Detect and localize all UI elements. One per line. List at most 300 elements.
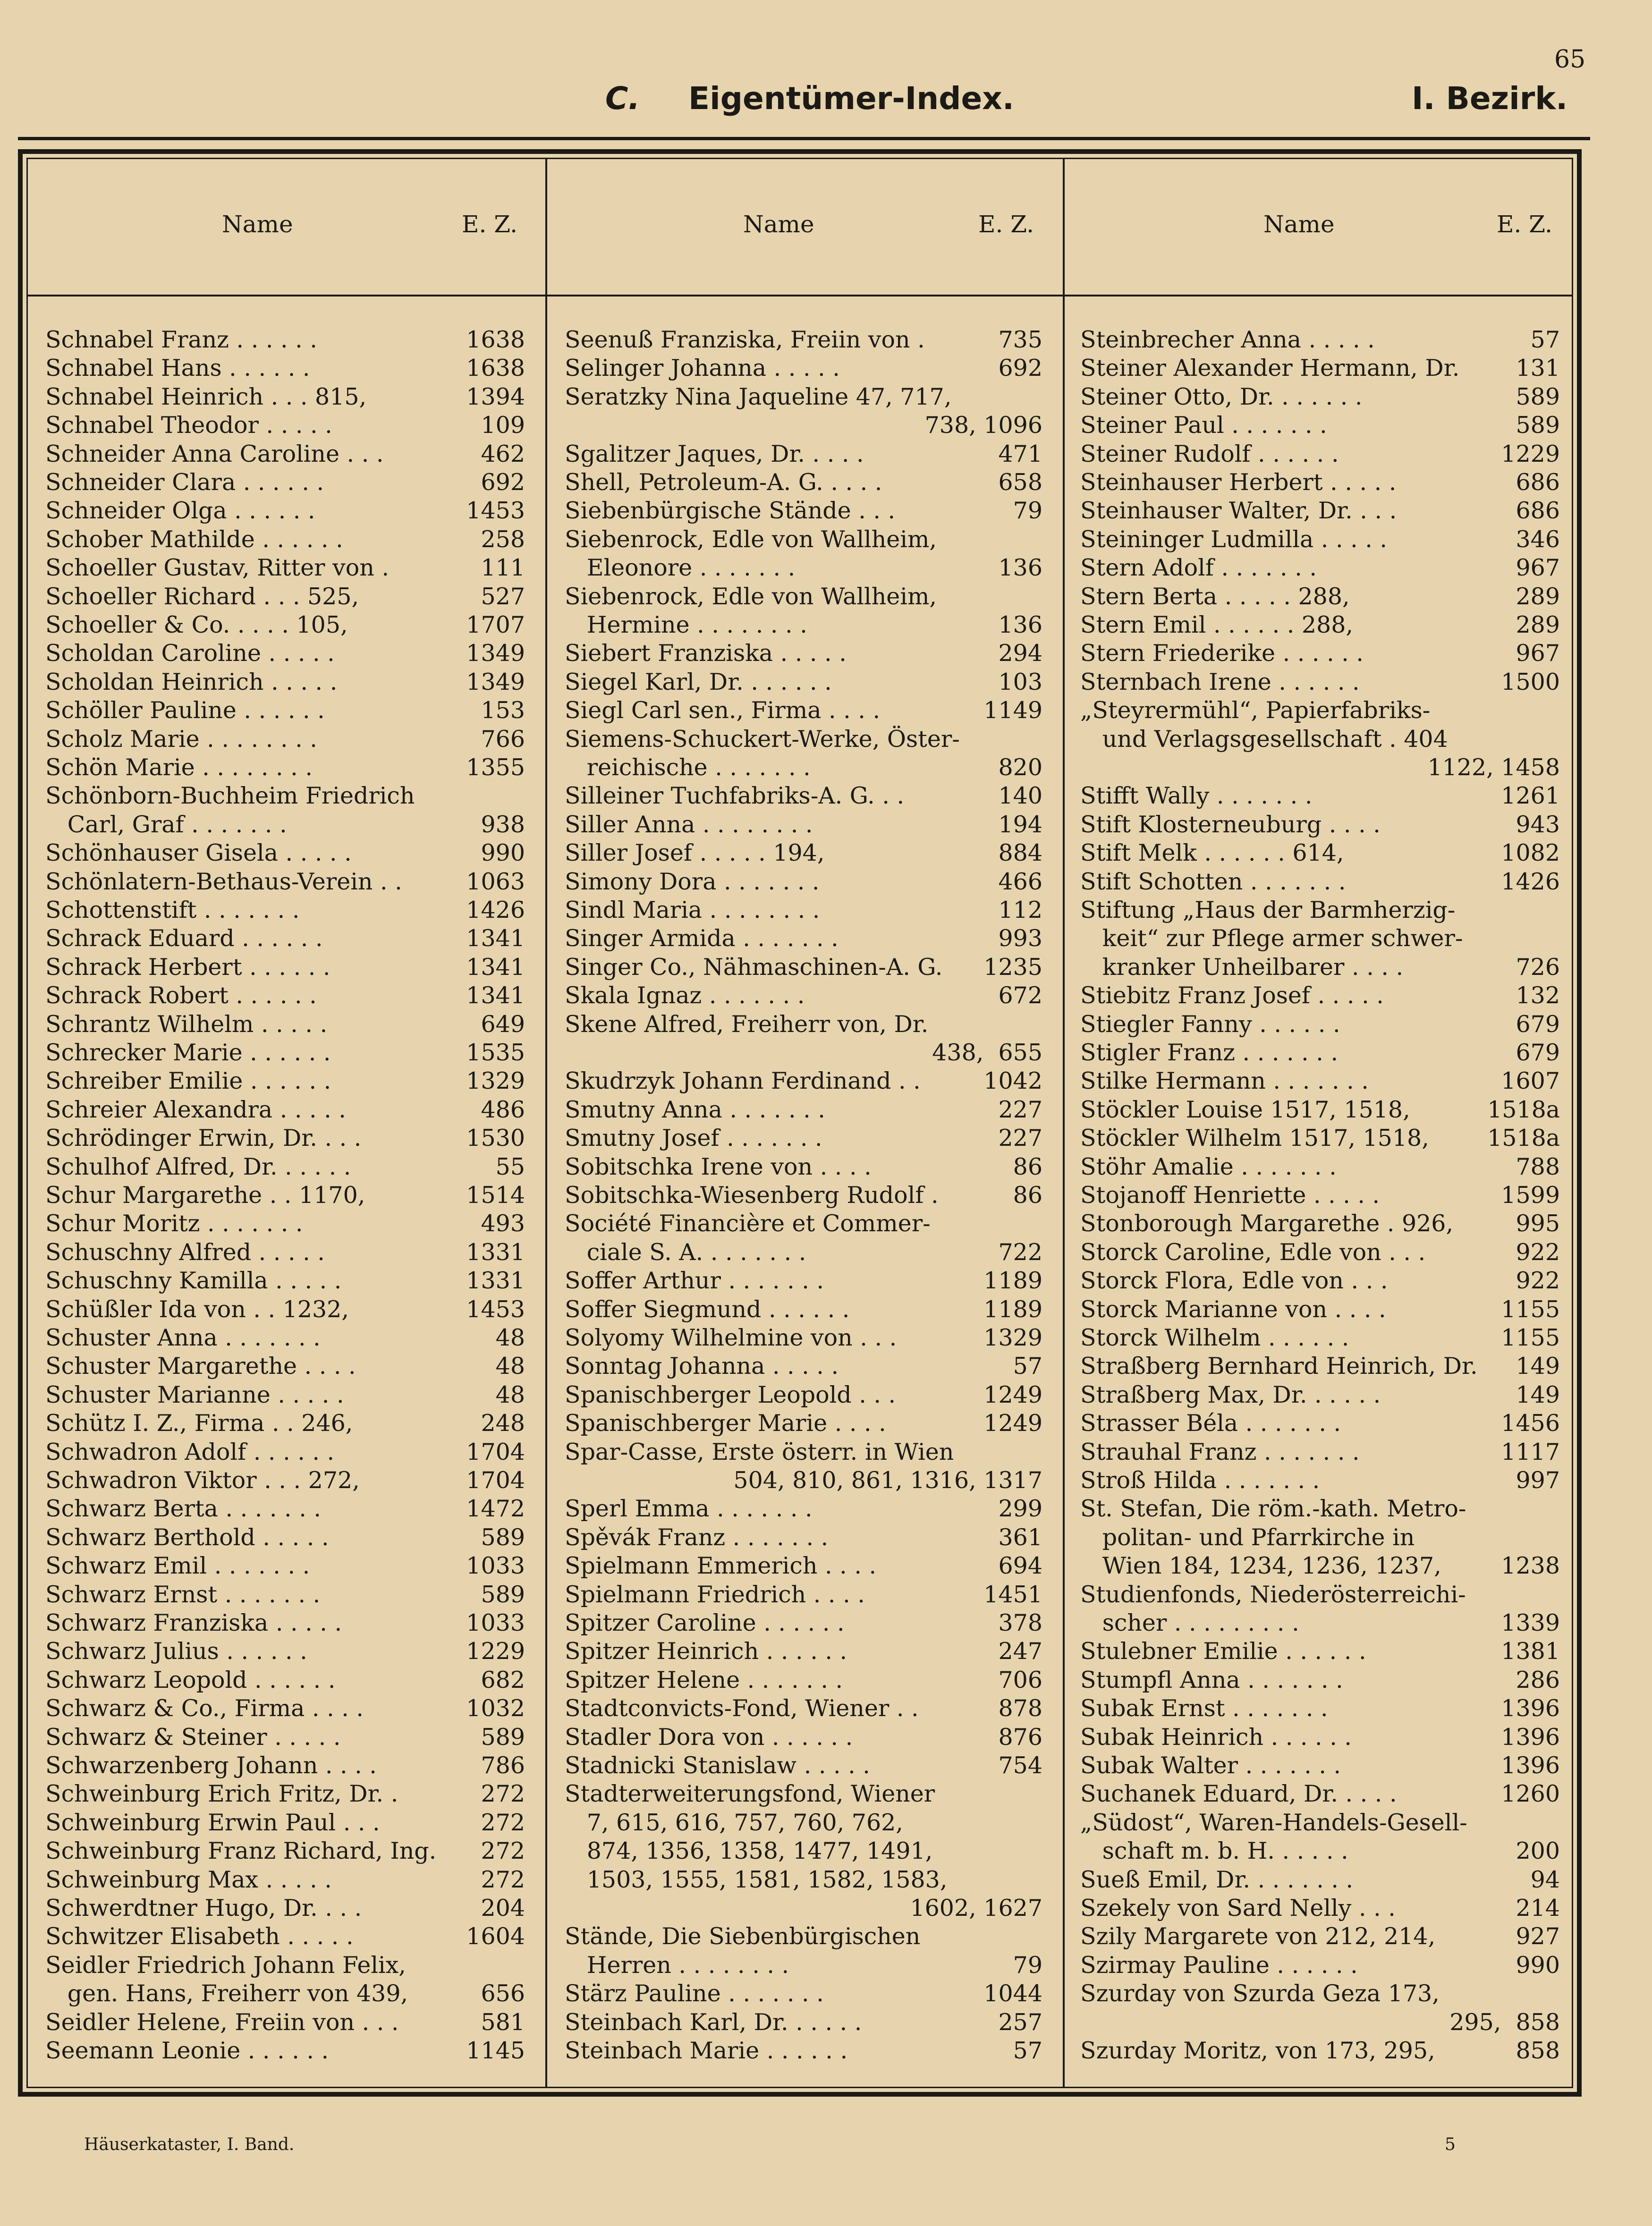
index-entry [45, 1894, 525, 1922]
entry-ez: 272 [481, 1866, 525, 1893]
entry-ez: 922 [1516, 1267, 1560, 1295]
entry-ez: 1082 [1501, 839, 1560, 867]
index-entry [1080, 782, 1560, 810]
index-entry [565, 2008, 1042, 2037]
index-entry [1080, 383, 1560, 411]
entry-name: Schwarz Ernst . . . . . . . [45, 1581, 321, 1608]
index-entry [565, 1096, 1042, 1124]
index-entry [45, 1609, 525, 1637]
entry-ez: 726 [1516, 953, 1560, 981]
index-entry [1080, 1581, 1560, 1609]
entry-name: Szurday von Szurda Geza 173, [1080, 1980, 1440, 2007]
index-entry [45, 1267, 525, 1295]
entry-ez: 1381 [1501, 1638, 1560, 1665]
entry-ez: 493 [481, 1210, 525, 1237]
entry-name: Steinbach Karl, Dr. . . . . . [565, 2008, 862, 2036]
entry-name: Schnabel Hans . . . . . . [45, 355, 310, 382]
index-entry [1080, 1980, 1560, 2008]
entry-ez: 1149 [983, 697, 1042, 724]
entry-ez: 876 [998, 1723, 1042, 1751]
entry-ez: 86 [1013, 1153, 1042, 1180]
index-entry [565, 1238, 1042, 1267]
index-entry [1080, 1096, 1560, 1124]
index-entry [1080, 811, 1560, 839]
index-entry [565, 1552, 1042, 1580]
entry-ez: 589 [1516, 412, 1560, 439]
index-entry [1080, 1352, 1560, 1380]
entry-name: 1503, 1555, 1581, 1582, 1583, [565, 1866, 948, 1893]
entry-ez: 943 [1516, 811, 1560, 838]
index-entry [1080, 1666, 1560, 1694]
index-entry [1080, 753, 1560, 782]
index-entry [45, 953, 525, 982]
entry-name: 874, 1356, 1358, 1477, 1491, [565, 1837, 933, 1865]
index-entry [45, 1523, 525, 1552]
entry-name: Schöller Pauline . . . . . . [45, 697, 325, 724]
entry-ez: 48 [495, 1353, 525, 1380]
entry-name: Steiner Rudolf . . . . . . [1080, 440, 1339, 467]
index-entry [45, 1039, 525, 1067]
entry-name: Skene Alfred, Freiherr von, Dr. [565, 1010, 929, 1038]
index-entry [565, 326, 1042, 354]
entry-ez: 927 [1516, 1923, 1560, 1950]
entry-ez: 735 [998, 326, 1042, 353]
entry-name: Sternbach Irene . . . . . . [1080, 668, 1360, 695]
entry-name: ciale S. A. . . . . . . . [565, 1238, 806, 1266]
entry-name: Schuschny Kamilla . . . . . [45, 1267, 342, 1295]
entry-name: Schnabel Heinrich . . . 815, [45, 383, 367, 410]
entry-name: Carl, Graf . . . . . . . [45, 811, 287, 838]
entry-ez: 922 [1516, 1238, 1560, 1266]
entry-name: Szekely von Sard Nelly . . . [1080, 1895, 1396, 1921]
entry-name: keit“ zur Pflege armer schwer- [1080, 925, 1463, 952]
entry-name: reichische . . . . . . . [565, 754, 811, 781]
index-entry [1080, 1609, 1560, 1637]
entry-name: Sonntag Johanna . . . . . [565, 1353, 839, 1380]
entry-name: Solyomy Wilhelmine von . . . [565, 1324, 897, 1351]
entry-name: Siller Anna . . . . . . . . [565, 811, 813, 838]
entry-name: Schuster Margarethe . . . . [45, 1353, 356, 1380]
entry-name: Stifft Wally . . . . . . . [1080, 782, 1313, 810]
entry-name: Seemann Leonie . . . . . . [45, 2037, 329, 2064]
entry-ez: 786 [481, 1752, 525, 1779]
entry-ez: 1339 [1501, 1609, 1560, 1636]
index-entry [565, 696, 1042, 725]
index-entry [1080, 1752, 1560, 1780]
entry-name: Steiner Alexander Hermann, Dr. [1080, 355, 1460, 382]
entry-name: Stöhr Amalie . . . . . . . [1080, 1153, 1337, 1180]
index-entry [565, 583, 1042, 611]
entry-name: Schneider Olga . . . . . . [45, 497, 315, 525]
entry-ez: 1396 [1501, 1695, 1560, 1722]
entry-name: Hermine . . . . . . . . [565, 611, 807, 638]
entry-name: Storck Caroline, Edle von . . . [1080, 1238, 1426, 1266]
entry-name: Schur Moritz . . . . . . . [45, 1210, 303, 1237]
page-title: Eigentümer-Index. [688, 80, 1014, 117]
entry-name: Stonborough Margarethe . 926, [1080, 1210, 1454, 1237]
entry-name: Suchanek Eduard, Dr. . . . . [1080, 1780, 1397, 1808]
entry-ez: 1704 [466, 1438, 525, 1465]
entry-ez: 878 [998, 1695, 1042, 1722]
entry-name: Seidler Helene, Freiin von . . . [45, 2008, 399, 2036]
index-entry [565, 1922, 1042, 1951]
index-entry [45, 639, 525, 668]
index-entry [45, 868, 525, 896]
entry-ez: 103 [998, 668, 1042, 695]
entry-name: Spitzer Helene . . . . . . . [565, 1666, 843, 1693]
entry-ez: 589 [481, 1523, 525, 1551]
index-entry [45, 1181, 525, 1210]
index-entry [45, 383, 525, 411]
index-entry [45, 1723, 525, 1752]
district-label: I. Bezirk. [1412, 80, 1568, 117]
entry-ez: 1500 [1501, 668, 1560, 695]
entry-ez: 1530 [466, 1125, 525, 1152]
entry-name: Strauhal Franz . . . . . . . [1080, 1438, 1360, 1465]
index-entry [1080, 839, 1560, 867]
entry-ez: 79 [1013, 497, 1042, 525]
entry-ez: 200 [1516, 1837, 1560, 1865]
entry-name: Stift Melk . . . . . . 614, [1080, 839, 1344, 867]
entry-ez: 682 [481, 1666, 525, 1693]
entry-name: Soffer Arthur . . . . . . . [565, 1267, 824, 1295]
entry-name: Stärz Pauline . . . . . . . [565, 1980, 824, 2007]
index-entry [1080, 1495, 1560, 1523]
index-entry [565, 924, 1042, 953]
entry-name: Schrantz Wilhelm . . . . . [45, 1010, 328, 1038]
header-name-label: Name [743, 211, 814, 238]
entry-name: Schwarz & Steiner . . . . . [45, 1723, 341, 1751]
entry-ez: 1155 [1501, 1324, 1560, 1351]
entry-name: Scholz Marie . . . . . . . . [45, 725, 317, 753]
entry-ez: 1235 [983, 953, 1042, 981]
index-entry [45, 1837, 525, 1865]
entry-name: „Südost“, Waren-Handels-Gesell- [1080, 1809, 1467, 1836]
entry-ez: 1033 [466, 1609, 525, 1636]
entry-ez: 1260 [1501, 1780, 1560, 1808]
entry-name: Scholdan Caroline . . . . . [45, 640, 335, 667]
entry-ez: 649 [481, 1010, 525, 1038]
index-entry [1080, 1809, 1560, 1837]
entry-name: Schütz I. Z., Firma . . 246, [45, 1410, 353, 1437]
entry-name: Sperl Emma . . . . . . . [565, 1495, 813, 1523]
index-entry [565, 1723, 1042, 1752]
entry-name: Steinbrecher Anna . . . . . [1080, 326, 1375, 353]
entry-ez: 286 [1516, 1666, 1560, 1693]
entry-name: Schuster Anna . . . . . . . [45, 1324, 321, 1351]
index-entry [565, 1495, 1042, 1523]
entry-ez: 194 [998, 811, 1042, 838]
index-entry [1080, 1238, 1560, 1267]
index-entry [45, 1067, 525, 1095]
entry-name: Siemens-Schuckert-Werke, Öster- [565, 725, 960, 753]
index-entry [1080, 982, 1560, 1010]
entry-ez: 1341 [466, 925, 525, 952]
entry-name: Siebenbürgische Stände . . . [565, 497, 896, 525]
entry-name: Strasser Béla . . . . . . . [1080, 1410, 1341, 1437]
index-entry [1080, 1210, 1560, 1238]
index-entry [1080, 1894, 1560, 1922]
entry-ez: 140 [998, 782, 1042, 810]
entry-ez: 589 [481, 1723, 525, 1751]
entry-name: Eleonore . . . . . . . [565, 554, 796, 582]
entry-ez: 131 [1516, 355, 1560, 382]
index-entry [45, 1922, 525, 1951]
entry-name: Steininger Ludmilla . . . . . [1080, 525, 1387, 553]
entry-ez: 1518a [1487, 1096, 1560, 1123]
entry-ez: 1707 [466, 611, 525, 638]
index-entry [45, 1466, 525, 1495]
entry-ez: 48 [495, 1381, 525, 1408]
entry-name: Société Financière et Commer- [565, 1210, 931, 1237]
index-entry [45, 468, 525, 497]
index-entry [45, 1324, 525, 1352]
entry-name: Schwarz & Co., Firma . . . . [45, 1695, 364, 1722]
index-entry [45, 554, 525, 582]
entry-name: Schnabel Franz . . . . . . [45, 326, 317, 353]
entry-name: Schur Margarethe . . 1170, [45, 1182, 365, 1209]
entry-name: Stadtconvicts-Fond, Wiener . . [565, 1695, 919, 1722]
entry-name: Schulhof Alfred, Dr. . . . . . [45, 1153, 351, 1180]
entry-name: Singer Armida . . . . . . . [565, 925, 839, 952]
entry-name: Siebert Franziska . . . . . [565, 640, 847, 667]
entry-name: Stumpfl Anna . . . . . . . [1080, 1666, 1343, 1693]
entry-ez: 462 [481, 440, 525, 467]
column-divider-1 [545, 158, 547, 2088]
entry-name: Stadnicki Stanislaw . . . . . [565, 1752, 870, 1779]
section-letter: C. [605, 80, 640, 117]
index-entry [565, 1210, 1042, 1238]
index-entry [1080, 1837, 1560, 1865]
entry-name: politan- und Pfarrkirche in [1080, 1523, 1415, 1551]
entry-name: Schwerdtner Hugo, Dr. . . . [45, 1895, 362, 1921]
index-entry [45, 611, 525, 639]
entry-name: Schweinburg Erwin Paul . . . [45, 1809, 380, 1836]
entry-name: Seenuß Franziska, Freiin von . [565, 326, 925, 353]
entry-name: „Steyrermühl“, Papierfabriks- [1080, 697, 1431, 724]
entry-ez: 1396 [1501, 1723, 1560, 1751]
entry-name: Siegl Carl sen., Firma . . . . [565, 697, 881, 724]
index-entry [1080, 1922, 1560, 1951]
index-entry [565, 1637, 1042, 1666]
entry-ez: 1472 [466, 1495, 525, 1523]
entry-name: Stern Emil . . . . . . 288, [1080, 611, 1353, 638]
index-entry [1080, 1866, 1560, 1894]
entry-ez: 686 [1516, 497, 1560, 525]
entry-ez: 1607 [1501, 1067, 1560, 1095]
entry-ez: 486 [481, 1096, 525, 1123]
entry-name: Schneider Anna Caroline . . . [45, 440, 384, 467]
entry-name: kranker Unheilbarer . . . . [1080, 953, 1404, 981]
index-entry [45, 1295, 525, 1324]
entry-ez: 272 [481, 1809, 525, 1836]
entry-name: Subak Walter . . . . . . . [1080, 1752, 1341, 1779]
index-entry [45, 497, 525, 525]
index-entry [45, 525, 525, 554]
entry-name: Spanischberger Marie . . . . [565, 1410, 886, 1437]
index-entry [45, 1866, 525, 1894]
index-entry [1080, 1694, 1560, 1723]
entry-ez: 1341 [466, 982, 525, 1009]
entry-ez: 1189 [983, 1267, 1042, 1295]
entry-name: Sgalitzer Jaques, Dr. . . . . [565, 440, 864, 467]
entry-ez: 1261 [1501, 782, 1560, 810]
entry-name: Schwarz Berta . . . . . . . [45, 1495, 321, 1523]
entry-ez: 111 [481, 554, 525, 582]
entry-name: Sueß Emil, Dr. . . . . . . . [1080, 1866, 1354, 1893]
entry-ez: 938 [481, 811, 525, 838]
entry-name: Schrack Eduard . . . . . . [45, 925, 323, 952]
entry-name: Straßberg Max, Dr. . . . . . [1080, 1381, 1381, 1408]
entry-name: Stadterweiterungsfond, Wiener [565, 1780, 935, 1808]
entry-name: Siller Josef . . . . . 194, [565, 839, 825, 867]
entry-name: Sindl Maria . . . . . . . . [565, 897, 820, 923]
entry-ez: 722 [998, 1238, 1042, 1266]
entry-ez: 692 [481, 469, 525, 496]
index-entry [1080, 1324, 1560, 1352]
index-entry [565, 1352, 1042, 1380]
index-entry [1080, 468, 1560, 497]
entry-ez: 656 [481, 1980, 525, 2007]
entry-name: Stern Berta . . . . . 288, [1080, 583, 1350, 610]
entry-name: Steinhauser Walter, Dr. . . . [1080, 497, 1397, 525]
entry-ez: 993 [998, 925, 1042, 952]
index-entry [565, 953, 1042, 982]
index-entry [45, 1210, 525, 1238]
entry-ez: 679 [1516, 1039, 1560, 1066]
entry-name: Schüßler Ida von . . 1232, [45, 1295, 349, 1323]
index-entry [45, 1238, 525, 1267]
index-entry [1080, 1951, 1560, 1980]
entry-ez: 378 [998, 1609, 1042, 1636]
entry-name: Wien 184, 1234, 1236, 1237, [1080, 1552, 1441, 1580]
index-entry [1080, 1267, 1560, 1295]
entry-ez: 1514 [466, 1182, 525, 1209]
index-entry [1080, 326, 1560, 354]
entry-ez: 990 [481, 839, 525, 867]
index-entry [565, 1324, 1042, 1352]
entry-ez: 57 [1013, 2037, 1042, 2064]
entry-ez: 153 [481, 697, 525, 724]
index-entry [1080, 1637, 1560, 1666]
entry-ez: 204 [481, 1895, 525, 1921]
index-entry [565, 1666, 1042, 1694]
entry-name: Schneider Clara . . . . . . [45, 469, 324, 496]
entry-name: Schoeller Richard . . . 525, [45, 583, 359, 610]
entry-ez: 136 [998, 554, 1042, 582]
index-entry [565, 1609, 1042, 1637]
index-entry [45, 1153, 525, 1181]
entry-ez: 1349 [466, 640, 525, 667]
index-entry [1080, 696, 1560, 725]
entry-name: Storck Flora, Edle von . . . [1080, 1267, 1388, 1295]
entry-name: Skala Ignaz . . . . . . . [565, 982, 805, 1009]
entry-ez: 1599 [1501, 1182, 1560, 1209]
entry-name: Steinhauser Herbert . . . . . [1080, 469, 1397, 496]
footer-volume: Häuserkataster, I. Band. [84, 2135, 295, 2154]
entry-name: Stiftung „Haus der Barmherzig- [1080, 897, 1456, 923]
entry-name: Schön Marie . . . . . . . . [45, 754, 313, 781]
entry-ez: 788 [1516, 1153, 1560, 1180]
entry-name: Simony Dora . . . . . . . [565, 868, 820, 895]
entry-ez: 109 [481, 412, 525, 439]
entry-name: Schoeller & Co. . . . . 105, [45, 611, 348, 638]
header-name-label: Name [222, 211, 293, 238]
entry-ez: 112 [998, 897, 1042, 923]
entry-ez: 1456 [1501, 1410, 1560, 1437]
entry-ez: 1042 [983, 1067, 1042, 1095]
index-entry [565, 383, 1042, 411]
index-entry [45, 1951, 525, 1980]
entry-ez: 1602, 1627 [910, 1895, 1042, 1921]
entry-name: Stilke Hermann . . . . . . . [1080, 1067, 1369, 1095]
index-entry [565, 1837, 1042, 1865]
entry-name: Schwarz Julius . . . . . . [45, 1638, 307, 1665]
entry-name: Spar-Casse, Erste österr. in Wien [565, 1438, 954, 1465]
index-entry [565, 1409, 1042, 1438]
index-entry [565, 1124, 1042, 1152]
index-entry [565, 725, 1042, 753]
entry-name: Schwadron Viktor . . . 272, [45, 1467, 360, 1494]
entry-name: Singer Co., Nähmaschinen-A. G. [565, 953, 943, 981]
index-entry [565, 611, 1042, 639]
entry-ez: 884 [998, 839, 1042, 867]
entry-name: Schwarz Berthold . . . . . [45, 1523, 329, 1551]
index-entry [565, 1523, 1042, 1552]
index-entry [45, 2008, 525, 2037]
header-ez-label: E. Z. [978, 211, 1034, 238]
entry-name: Szily Margarete von 212, 214, [1080, 1923, 1436, 1950]
entry-name: Subak Heinrich . . . . . . [1080, 1723, 1352, 1751]
entry-ez: 471 [998, 440, 1042, 467]
index-entry [1080, 411, 1560, 440]
index-entry [1080, 1409, 1560, 1438]
entry-ez: 1518a [1487, 1125, 1560, 1152]
entry-name: Spěvák Franz . . . . . . . [565, 1523, 829, 1551]
index-entry [565, 668, 1042, 696]
index-entry [565, 753, 1042, 782]
entry-ez: 299 [998, 1495, 1042, 1523]
entry-name: Stern Adolf . . . . . . . [1080, 554, 1317, 582]
entry-name: Stift Klosterneuburg . . . . [1080, 811, 1381, 838]
entry-ez: 1329 [466, 1067, 525, 1095]
entry-name: Schnabel Theodor . . . . . [45, 412, 332, 439]
index-entry [45, 668, 525, 696]
index-entry [45, 1666, 525, 1694]
entry-ez: 1331 [466, 1267, 525, 1295]
index-entry [565, 982, 1042, 1010]
index-entry [45, 696, 525, 725]
index-entry [1080, 611, 1560, 639]
entry-name: gen. Hans, Freiherr von 439, [45, 1980, 408, 2007]
entry-ez: 706 [998, 1666, 1042, 1693]
entry-name: Seidler Friedrich Johann Felix, [45, 1951, 406, 1979]
entry-ez: 1396 [1501, 1752, 1560, 1779]
entry-name: Skudrzyk Johann Ferdinand . . [565, 1067, 921, 1095]
index-entry [45, 1552, 525, 1580]
index-entry [565, 782, 1042, 810]
entry-ez: 589 [1516, 383, 1560, 410]
top-rule [18, 137, 1590, 140]
index-entry [1080, 2008, 1560, 2037]
entry-ez: 346 [1516, 525, 1560, 553]
entry-ez: 149 [1516, 1381, 1560, 1408]
index-entry [565, 525, 1042, 554]
entry-name: Schrack Herbert . . . . . . [45, 953, 330, 981]
index-entry [45, 1438, 525, 1466]
index-entry [565, 1381, 1042, 1409]
entry-name: Herren . . . . . . . . [565, 1951, 789, 1979]
